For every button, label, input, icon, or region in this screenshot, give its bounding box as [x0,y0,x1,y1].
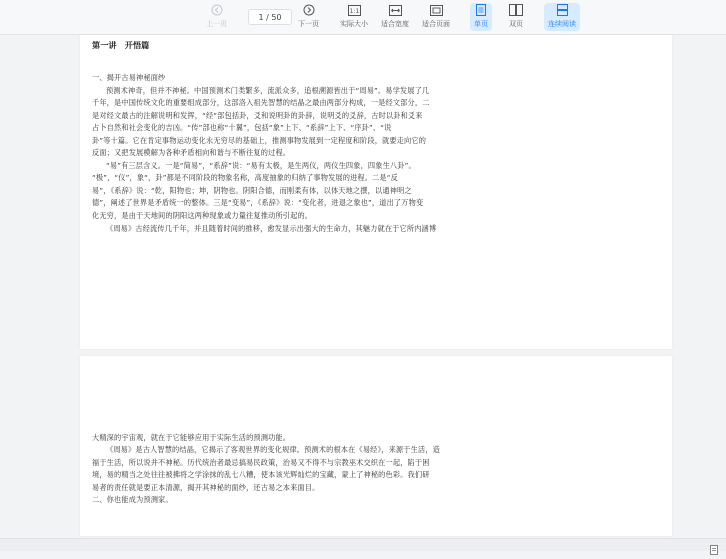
paragraph-2 [92,160,586,222]
text-line: 卦”等十篇。它在肯定事物运动变化永无穷尽的基础上，推测事物发展到一定程度和阶段，就要走向它的 [92,135,427,145]
prev-page-label: 上一页 [206,20,227,28]
paragraph-page2 [92,432,586,506]
section-heading: 二、你也能成为预测家。 [92,495,173,505]
double-page-icon [509,3,523,17]
continuous-reading-icon [555,3,569,17]
text-line: 大精深的宇宙观，就在于它能够应用于实际生活的预测功能。 [92,433,291,442]
chevron-left-icon [210,3,224,17]
text-line: 千年，是中国传统文化的重要组成部分，这部洛入祖先智慧的结晶之最由两部分构成，一是经文部分，二 [92,98,430,108]
text-line: 境，易的精当之处往往被拂将之学涂抹的乱七八糟，使本该光辉灿烂的宝藏，蒙上了神秘的色彩。我们研 [92,470,430,480]
fit-page-label: 适合页面 [422,20,450,28]
text-line: 德”，阐述了世界是矛盾统一的整体。三是“变易”，《系辞》说：“变化者，进退之象也”，道出了万物变 [92,198,424,208]
fit-page-button[interactable] [422,3,450,31]
text-line: 反面；又把发展模解为各种矛盾相向和谐与不断往复的过程。 [92,148,291,158]
single-page-label: 单页 [474,20,488,28]
text-line: 化无穷，是由于天地间的阴阳这两种现象或力量往复推动所引起的。 [92,210,313,220]
single-page-icon [474,3,488,17]
paragraph-3: 《周易》古经流传几千年，并且随着时间的推移，愈发显示出强大的生命力，其魅力就在于它所内涵博 [106,224,437,233]
fit-width-button[interactable] [381,3,409,31]
fit-width-icon [388,3,402,17]
actual-size-icon [347,3,361,17]
text-line: 《周易》是古人智慧的结晶，它揭示了客观世界的变化规律。预测术的根本在《易经》，来源于生活，造 [106,445,440,455]
text-line: “极”，“仪”，象“，卦”都是不同阶段的物象名称，高度抽象的归纳了事物发展的进程。二是“反 [92,173,398,183]
next-page-label: 下一页 [298,20,319,28]
actual-size-button[interactable] [340,3,368,31]
text-line: 易者的责任就是要正本清源，揭开其神秘的面纱，还古易之本来面目。 [92,482,320,492]
fit-page-icon [429,3,443,17]
continuous-reading-button[interactable] [544,3,580,31]
svg-text:1:1: 1:1 [349,7,359,15]
double-page-button[interactable] [509,3,523,31]
single-page-button[interactable] [470,3,492,31]
section-heading: 一、揭开古易神秘面纱 [92,73,166,82]
text-line: 福于生活，所以说并不神秘。历代统治者最忌搞易民政策，治易又不得不与宗教巫术交织在一起，陷于困 [92,457,430,467]
text-line: 占卜自然和社会变化的吉凶。“传”部也称“十翼”，包括“象”上下、“系辞”上下、“序卦”、“说 [92,123,392,133]
continuous-reading-label: 连续阅读 [548,20,576,28]
double-page-label: 双页 [509,20,523,28]
actual-size-label: 实际大小 [340,20,368,28]
page-number-input[interactable]: 1 / 50 [248,9,292,25]
chevron-right-icon [302,3,316,17]
fit-width-label: 适合宽度 [381,20,409,28]
text-line: 是对经文最古的注解说明和发挥，“经”部包括卦，爻和说明卦的卦辞，说明爻的爻辞，古时以卦和爻来 [92,110,423,120]
text-line: “易”有三层含义。一是“简易”，“系辞”说：“易有太极，是生两仪，两仪生四象，四象生八卦”。 [106,161,416,170]
next-page-button[interactable] [298,3,319,31]
reader-toolbar [0,0,726,35]
text-line: 易”，《系辞》说：“乾，阳物也；坤，阴物也。阴阳合德，而刚柔有体，以体天地之撰，以通神明之 [92,185,412,195]
paragraph-1 [92,85,586,159]
prev-page-button[interactable] [206,3,227,31]
chapter-title: 第一讲 开悟篇 [92,40,150,50]
bottom-status-bar [0,538,726,551]
text-line: 预测术神奇，但并不神秘。中国预测术门类繁多，流派众多，追根溯源皆出于“周易”。易学发展了几 [106,86,430,95]
